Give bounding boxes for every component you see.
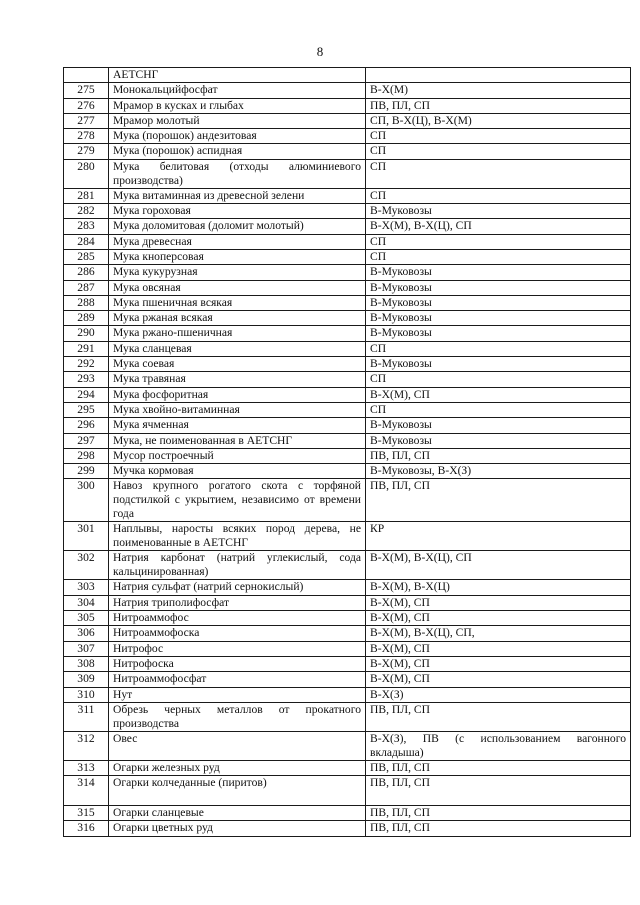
row-number-cell: 280 (64, 159, 109, 188)
table-row (64, 234, 631, 249)
cargo-name-cell: Нитрофоска (109, 656, 366, 671)
cargo-name-cell: Мука хвойно-витаминная (109, 402, 366, 417)
cargo-name-cell: Мука фосфоритная (109, 387, 366, 402)
row-number-cell: 307 (64, 641, 109, 656)
row-number-cell: 303 (64, 580, 109, 595)
transport-type-cell: В-Х(М), В-Х(Ц), СП (366, 551, 631, 580)
table-row (64, 219, 631, 234)
table-row (64, 129, 631, 144)
row-number-cell: 308 (64, 656, 109, 671)
row-number-cell: 287 (64, 280, 109, 295)
cargo-name-cell: Мука белитовая (отходы алюминиевого производства) (109, 159, 366, 188)
table-row (64, 776, 631, 806)
row-number-cell: 276 (64, 98, 109, 113)
transport-type-cell: ПВ, ПЛ, СП (366, 821, 631, 836)
cargo-name-cell: Монокальцийфосфат (109, 83, 366, 98)
cargo-name-cell: Нитроаммофоска (109, 626, 366, 641)
table-row (64, 551, 631, 580)
transport-type-cell: В-Х(М), В-Х(Ц), СП, (366, 626, 631, 641)
table-row (64, 326, 631, 341)
transport-type-cell: В-Х(М), СП (366, 387, 631, 402)
transport-type-cell: В-Муковозы (366, 311, 631, 326)
row-number-cell: 293 (64, 372, 109, 387)
transport-type-cell: ПВ, ПЛ, СП (366, 760, 631, 775)
row-number-cell: 291 (64, 341, 109, 356)
table-row (64, 387, 631, 402)
transport-type-cell: СП (366, 341, 631, 356)
table-row (64, 760, 631, 775)
cargo-name-cell: Нут (109, 687, 366, 702)
transport-type-cell: СП (366, 159, 631, 188)
transport-type-cell: ПВ, ПЛ, СП (366, 702, 631, 731)
transport-type-cell: В-Х(М), СП (366, 656, 631, 671)
row-number-cell: 309 (64, 672, 109, 687)
row-number-cell: 290 (64, 326, 109, 341)
cargo-name-cell: Огарки железных руд (109, 760, 366, 775)
transport-type-cell: В-Х(М), СП (366, 641, 631, 656)
cargo-name-cell: Мука кукурузная (109, 265, 366, 280)
transport-type-cell: СП (366, 372, 631, 387)
cargo-name-cell: Навоз крупного рогатого скота с торфяной подстилкой с укрытием, независимо от времени года (109, 479, 366, 522)
row-number-cell: 300 (64, 479, 109, 522)
table-row (64, 448, 631, 463)
row-number-cell: 298 (64, 448, 109, 463)
row-number-cell: 294 (64, 387, 109, 402)
cargo-name-cell: Нитроаммофос (109, 611, 366, 626)
transport-type-cell: В-Муковозы (366, 295, 631, 310)
transport-type-cell: В-Муковозы, В-Х(З) (366, 464, 631, 479)
cargo-name-cell: Мука сланцевая (109, 341, 366, 356)
transport-type-cell: В-Х(М), СП (366, 611, 631, 626)
cargo-name-cell: Натрия карбонат (натрий углекислый, сода кальцинированная) (109, 551, 366, 580)
transport-type-cell: В-Муковозы (366, 326, 631, 341)
table-row (64, 641, 631, 656)
cargo-name-cell: Мука ячменная (109, 418, 366, 433)
row-number-cell: 302 (64, 551, 109, 580)
transport-type-cell: В-Муковозы (366, 357, 631, 372)
transport-type-cell: ПВ, ПЛ, СП (366, 806, 631, 821)
table-row (64, 672, 631, 687)
cargo-name-cell: Мучка кормовая (109, 464, 366, 479)
transport-type-cell: В-Х(З), ПВ (с использованием вагонного вкладыша) (366, 731, 631, 760)
table-row (64, 580, 631, 595)
table-row (64, 626, 631, 641)
transport-type-cell: СП (366, 249, 631, 264)
table-row (64, 821, 631, 836)
cargo-name-cell: Мрамор в кусках и глыбах (109, 98, 366, 113)
table-row (64, 702, 631, 731)
table-row (64, 311, 631, 326)
table-row (64, 402, 631, 417)
transport-type-cell: В-Х(М) (366, 83, 631, 98)
table-row (64, 98, 631, 113)
row-number-cell: 281 (64, 188, 109, 203)
transport-type-cell: ПВ, ПЛ, СП (366, 448, 631, 463)
table-row (64, 341, 631, 356)
row-number-cell: 292 (64, 357, 109, 372)
table-row (64, 357, 631, 372)
table-row (64, 265, 631, 280)
table-row (64, 68, 631, 83)
cargo-name-cell: Натрия сульфат (натрий сернокислый) (109, 580, 366, 595)
cargo-name-cell: Мука древесная (109, 234, 366, 249)
row-number-cell: 310 (64, 687, 109, 702)
cargo-name-cell: Мрамор молотый (109, 113, 366, 128)
table-row (64, 372, 631, 387)
cargo-name-cell: Овес (109, 731, 366, 760)
cargo-name-cell: Мука витаминная из древесной зелени (109, 188, 366, 203)
table-row (64, 295, 631, 310)
row-number-cell: 275 (64, 83, 109, 98)
row-number-cell: 312 (64, 731, 109, 760)
row-number-cell: 306 (64, 626, 109, 641)
transport-type-cell: СП (366, 188, 631, 203)
cargo-name-cell: Обрезь черных металлов от прокатного производства (109, 702, 366, 731)
transport-type-cell: В-Х(М), СП (366, 672, 631, 687)
transport-type-cell (366, 68, 631, 83)
transport-type-cell: В-Муковозы (366, 265, 631, 280)
table-row (64, 595, 631, 610)
row-number-cell: 295 (64, 402, 109, 417)
transport-type-cell: В-Муковозы (366, 433, 631, 448)
transport-type-cell: В-Х(М), В-Х(Ц), СП (366, 219, 631, 234)
row-number-cell: 311 (64, 702, 109, 731)
transport-type-cell: В-Муковозы (366, 280, 631, 295)
row-number-cell: 277 (64, 113, 109, 128)
transport-type-cell: ПВ, ПЛ, СП (366, 98, 631, 113)
table-row (64, 687, 631, 702)
row-number-cell: 284 (64, 234, 109, 249)
row-number-cell: 286 (64, 265, 109, 280)
transport-type-cell: В-Х(М), СП (366, 595, 631, 610)
table-row (64, 159, 631, 188)
row-number-cell: 282 (64, 204, 109, 219)
row-number-cell: 314 (64, 776, 109, 806)
row-number-cell: 285 (64, 249, 109, 264)
row-number-cell: 288 (64, 295, 109, 310)
transport-type-cell: КР (366, 522, 631, 551)
transport-type-cell: ПВ, ПЛ, СП (366, 776, 631, 806)
cargo-name-cell: Мусор построечный (109, 448, 366, 463)
transport-type-cell: В-Х(М), В-Х(Ц) (366, 580, 631, 595)
table-row (64, 249, 631, 264)
cargo-name-cell: Мука, не поименованная в АЕТСНГ (109, 433, 366, 448)
table-row (64, 280, 631, 295)
table-row (64, 144, 631, 159)
cargo-name-cell: Мука овсяная (109, 280, 366, 295)
row-number-cell: 301 (64, 522, 109, 551)
cargo-table-body (64, 68, 631, 837)
cargo-table (63, 67, 631, 837)
cargo-name-cell: Огарки сланцевые (109, 806, 366, 821)
table-row (64, 806, 631, 821)
transport-type-cell: В-Муковозы (366, 418, 631, 433)
row-number-cell: 304 (64, 595, 109, 610)
table-row (64, 464, 631, 479)
cargo-name-cell: АЕТСНГ (109, 68, 366, 83)
cargo-name-cell: Нитроаммофосфат (109, 672, 366, 687)
cargo-name-cell: Мука (порошок) андезитовая (109, 129, 366, 144)
cargo-name-cell: Мука пшеничная всякая (109, 295, 366, 310)
row-number-cell (64, 68, 109, 83)
cargo-name-cell: Огарки цветных руд (109, 821, 366, 836)
table-row (64, 479, 631, 522)
row-number-cell: 299 (64, 464, 109, 479)
cargo-name-cell: Мука доломитовая (доломит молотый) (109, 219, 366, 234)
cargo-name-cell: Наплывы, наросты всяких пород дерева, не поименованные в АЕТСНГ (109, 522, 366, 551)
row-number-cell: 315 (64, 806, 109, 821)
transport-type-cell: СП (366, 234, 631, 249)
row-number-cell: 279 (64, 144, 109, 159)
cargo-name-cell: Мука кноперсовая (109, 249, 366, 264)
transport-type-cell: СП, В-Х(Ц), В-Х(М) (366, 113, 631, 128)
cargo-name-cell: Нитрофос (109, 641, 366, 656)
row-number-cell: 297 (64, 433, 109, 448)
transport-type-cell: СП (366, 129, 631, 144)
row-number-cell: 316 (64, 821, 109, 836)
transport-type-cell: В-Муковозы (366, 204, 631, 219)
cargo-name-cell: Натрия триполифосфат (109, 595, 366, 610)
row-number-cell: 283 (64, 219, 109, 234)
cargo-name-cell: Мука соевая (109, 357, 366, 372)
row-number-cell: 296 (64, 418, 109, 433)
cargo-name-cell: Мука травяная (109, 372, 366, 387)
table-row (64, 656, 631, 671)
page-number: 8 (316, 44, 324, 59)
row-number-cell: 313 (64, 760, 109, 775)
transport-type-cell: СП (366, 402, 631, 417)
cargo-name-cell: Мука гороховая (109, 204, 366, 219)
transport-type-cell: ПВ, ПЛ, СП (366, 479, 631, 522)
cargo-name-cell: Мука (порошок) аспидная (109, 144, 366, 159)
transport-type-cell: СП (366, 144, 631, 159)
table-row (64, 204, 631, 219)
table-row (64, 188, 631, 203)
table-row (64, 611, 631, 626)
table-row (64, 418, 631, 433)
table-row (64, 113, 631, 128)
row-number-cell: 278 (64, 129, 109, 144)
cargo-name-cell: Мука ржаная всякая (109, 311, 366, 326)
transport-type-cell: В-Х(З) (366, 687, 631, 702)
cargo-name-cell: Мука ржано-пшеничная (109, 326, 366, 341)
table-row (64, 433, 631, 448)
cargo-name-cell: Огарки колчеданные (пиритов) (109, 776, 366, 806)
table-row (64, 731, 631, 760)
table-row (64, 83, 631, 98)
table-row (64, 522, 631, 551)
row-number-cell: 289 (64, 311, 109, 326)
row-number-cell: 305 (64, 611, 109, 626)
